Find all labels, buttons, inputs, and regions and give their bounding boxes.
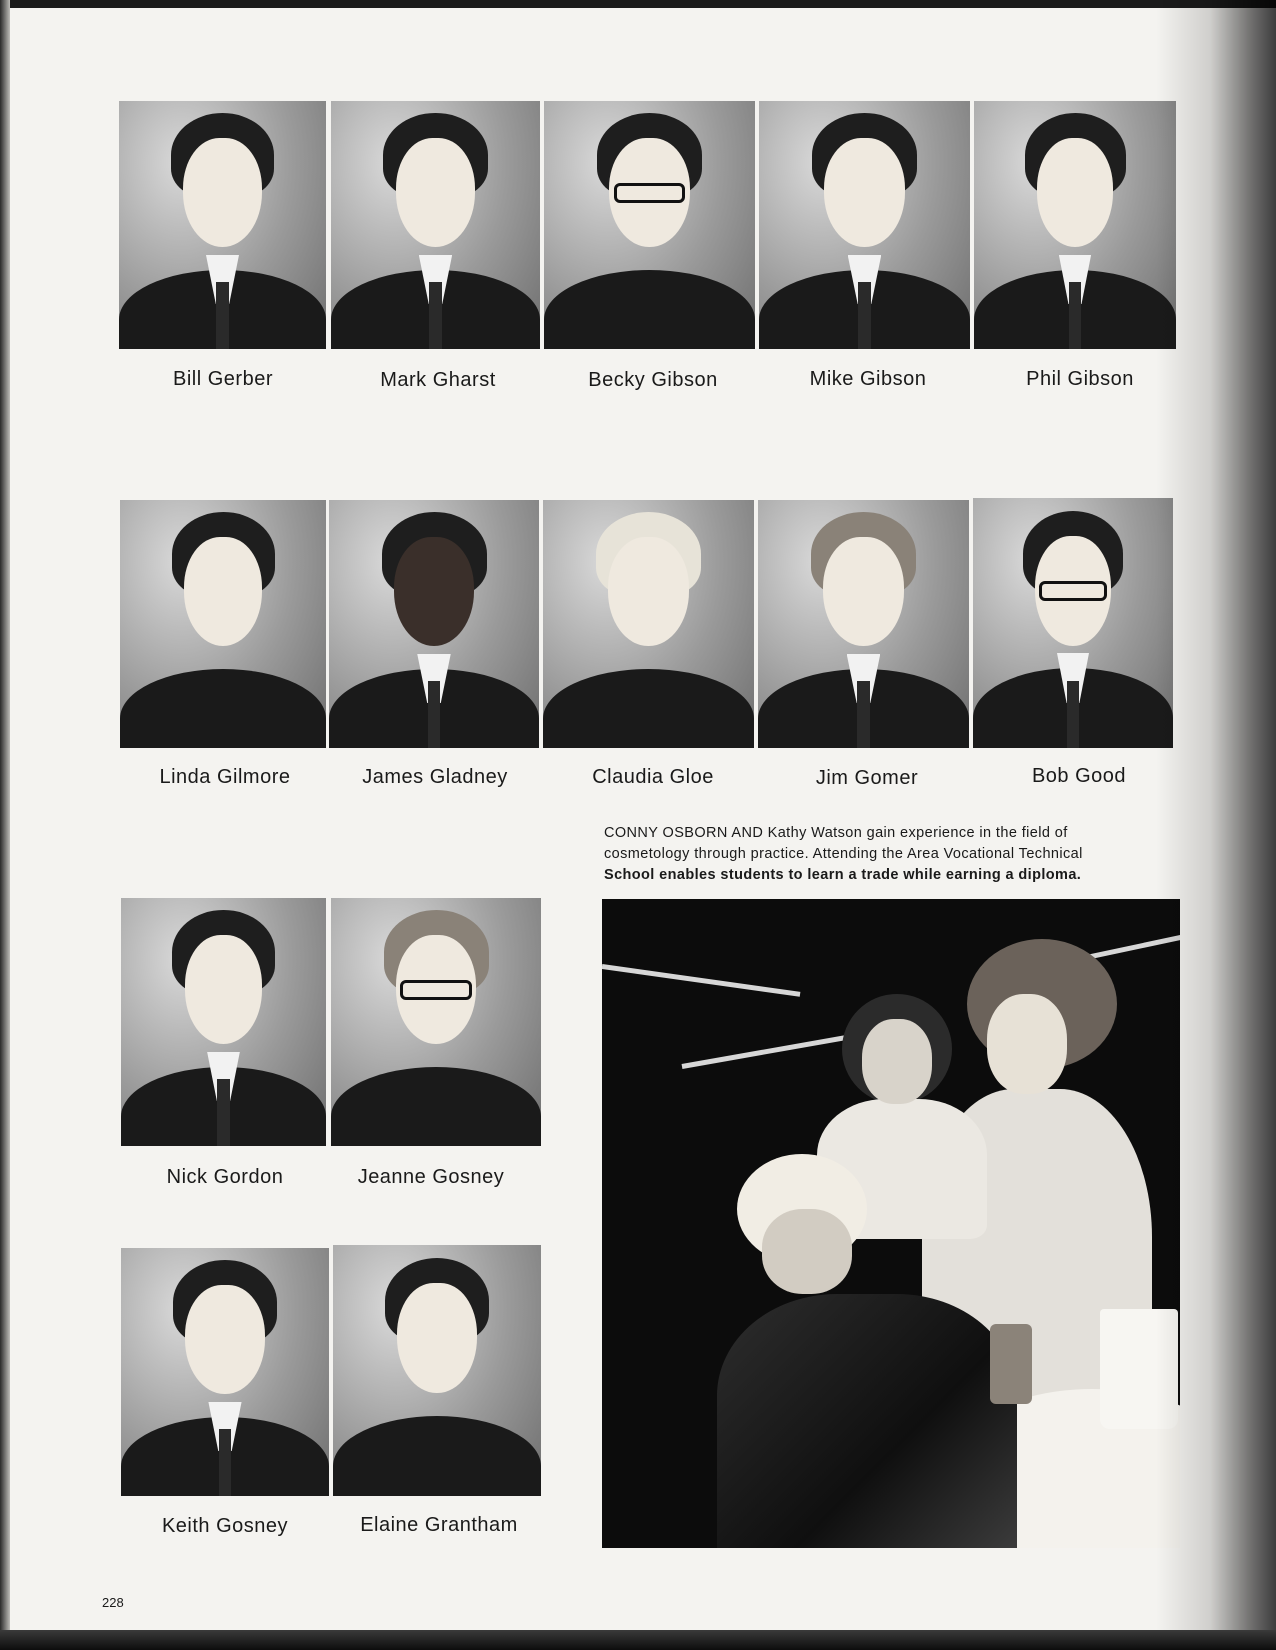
page-number: 228 <box>102 1595 124 1610</box>
portrait-photo <box>759 101 970 349</box>
caption-line: cosmetology through practice. Attending the Area Vocational Technical <box>604 846 1083 862</box>
portrait-photo <box>329 500 539 748</box>
portrait-name: Jeanne Gosney <box>357 1166 505 1188</box>
portrait-name: Mike Gibson <box>809 368 927 390</box>
portrait-photo <box>331 898 541 1146</box>
caption-line: CONNY OSBORN AND Kathy Watson gain experience in the field of <box>604 825 1068 841</box>
portrait-name: Bill Gerber <box>173 368 273 390</box>
portrait-photo <box>331 101 540 349</box>
portrait-photo <box>758 500 969 748</box>
portrait-name: James Gladney <box>362 766 508 788</box>
portrait-name: Mark Gharst <box>380 369 496 391</box>
portrait-name: Phil Gibson <box>1026 368 1134 390</box>
portrait-photo <box>333 1245 541 1496</box>
portrait-name: Elaine Grantham <box>360 1514 518 1536</box>
portrait-photo <box>974 101 1176 349</box>
caption-line: School enables students to learn a trade while earning a diploma. <box>604 867 1082 883</box>
portrait-name: Keith Gosney <box>161 1515 289 1537</box>
portrait-photo <box>121 898 326 1146</box>
portrait-photo <box>120 500 326 748</box>
portrait-photo <box>973 498 1173 748</box>
page-left-edge <box>0 0 10 1650</box>
portrait-photo <box>121 1248 329 1496</box>
portrait-name: Claudia Gloe <box>592 766 714 788</box>
portrait-photo <box>544 101 755 349</box>
portrait-name: Becky Gibson <box>588 369 718 391</box>
cosmetology-photo <box>602 899 1180 1548</box>
portrait-name: Jim Gomer <box>815 767 919 789</box>
portrait-photo <box>119 101 326 349</box>
portrait-name: Bob Good <box>1031 765 1127 787</box>
portrait-name: Nick Gordon <box>166 1166 284 1188</box>
page-top-edge <box>0 0 1276 8</box>
portrait-name: Linda Gilmore <box>159 766 291 788</box>
feature-photo-caption <box>604 823 1176 886</box>
portrait-photo <box>543 500 754 748</box>
page-bottom-edge <box>0 1630 1276 1650</box>
